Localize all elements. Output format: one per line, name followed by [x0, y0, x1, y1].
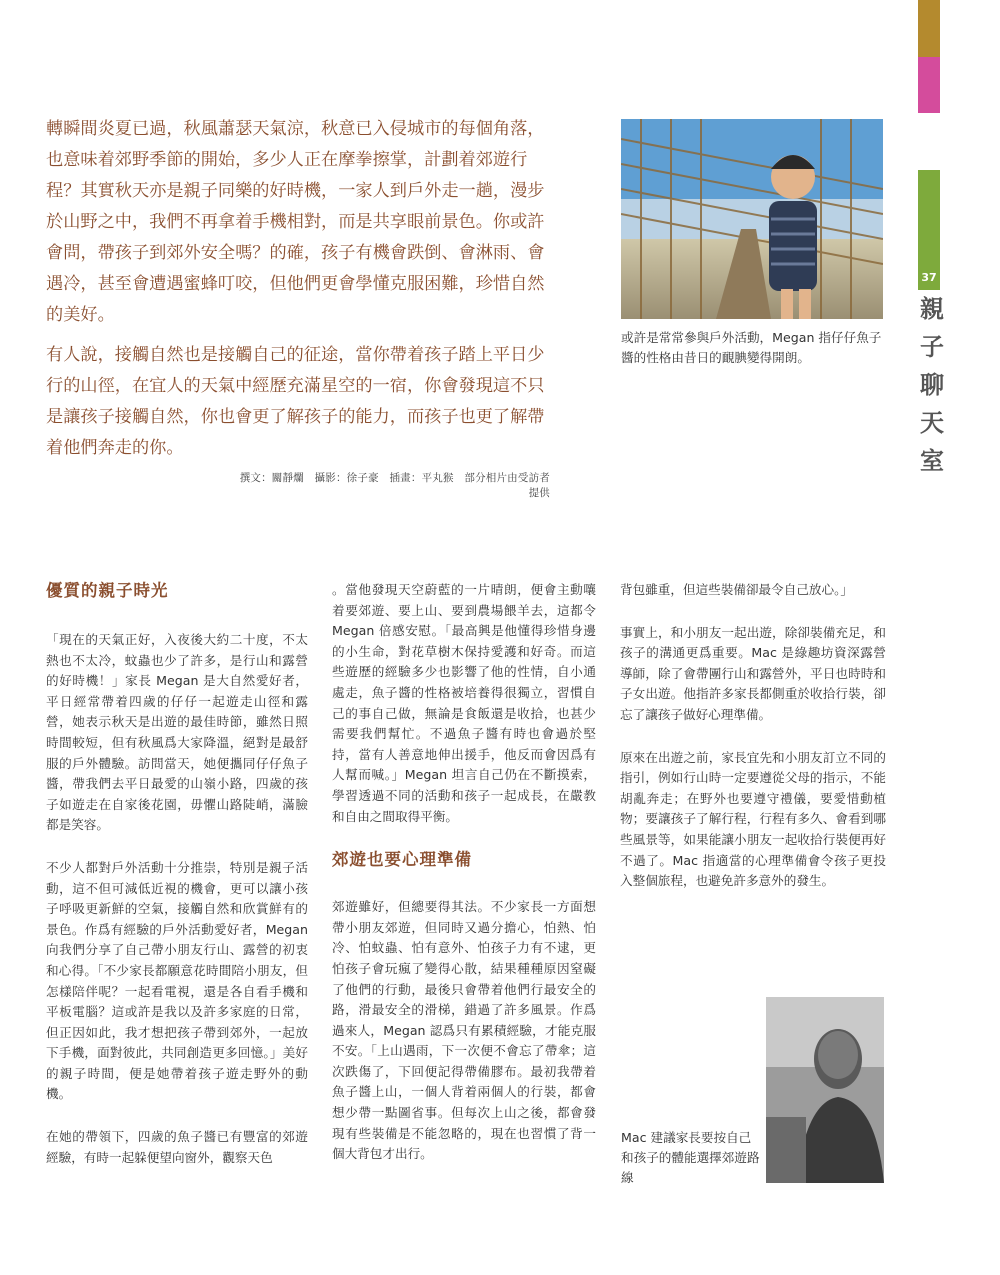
article-column-2: [332, 580, 596, 1187]
section-title-char: 天: [920, 408, 944, 437]
paragraph: 郊遊雖好，但總要得其法。不少家長一方面想帶小朋友郊遊，但同時又過分擔心，怕熱、怕冷、怕蚊蟲、怕有意外、怕孩子力有不逮，更怕孩子會玩瘋了變得心散，結果種種原因窒礙了他們的行動，最後只會帶着他們行最安全的路，滑最安全的滑梯，錯過了許多風景。作爲過來人，Megan 認爲只有累積經驗，才能克服不安。「上山遇雨，下一次便不會忘了帶傘；這次跌傷了，下回便記得帶備膠布。最初我帶着魚子醬上山，一個人背着兩個人的行裝，都會想少帶一點圖省事。但每次上山之後，都會發現有些裝備是不能忽略的，現在也習慣了背一個大背包才出行。: [332, 899, 596, 1162]
mac-portrait-photo: [766, 997, 884, 1183]
paragraph: 。當他發現天空蔚藍的一片晴朗，便會主動嚷着要郊遊、要上山、要到農場餵羊去，這都令 Megan 倍感安慰。「最高興是他懂得珍惜身邊的小生命，對花草樹木保持愛護和好奇。而這些遊歷的經驗多少也影響了他的性情，自小通處走，魚子醬的性格被培養得很獨立，習慣自己的事自己做，無論是食飯還是收拾，也甚少需要我們幫忙。不過魚子醬有時也會過於堅持，當有人善意地伸出援手，他反而會因爲有人幫而喊。」Megan 坦言自己仍在不斷摸索，學習透過不同的活動和孩子一起成長，在嚴教和自由之間取得平衡。: [332, 582, 596, 824]
paragraph: 「現在的天氣正好，入夜後大約二十度，不太熱也不太冷，蚊蟲也少了許多，是行山和露營的好時機！」家長 Megan 是大自然愛好者，平日經常帶着四歲的仔仔一起遊走山徑和露營，她表示秋天是出遊的最佳時節，雖然日照時間較短，但有秋風爲大家降溫，絕對是最舒服的戶外體驗。訪問當天，她便攜同仔仔魚子醬，帶我們去平日最愛的山嶺小路，四歲的孩子如遊走在自家後花園，毋懼山路陡峭，滿臉都是笑容。: [46, 632, 308, 833]
photo2-caption: Mac 建議家長要按自己和孩子的體能選擇郊遊路線: [621, 1130, 760, 1185]
section-title-char: 子: [920, 332, 944, 361]
section-title-char: 親: [920, 294, 944, 323]
section-title: [920, 290, 942, 480]
intro-paragraph-1: 轉瞬間炎夏已過，秋風蕭瑟天氣涼，秋意已入侵城市的每個角落，也意味着郊野季節的開始，多少人正在摩拳擦掌，計劃着郊遊行程？其實秋天亦是親子同樂的好時機，一家人到戶外走一趟，漫步於山野之中，我們不再拿着手機相對，而是共享眼前景色。你或許會問，帶孩子到郊外安全嗎？的確，孩子有機會跌倒、會淋雨、會遇冷，甚至會遭遇蜜蜂叮咬，但他們更會學懂克服困難，珍惜自然的美好。: [46, 119, 545, 325]
section-title-char: 聊: [920, 370, 944, 399]
color-sidebar: [918, 0, 944, 1275]
sidebar-segment-gold: [918, 0, 940, 57]
paragraph: 在她的帶領下，四歲的魚子醬已有豐富的郊遊經驗，有時一起躲便望向窗外，觀察天色: [46, 1129, 308, 1165]
section-heading-mental-prep: 郊遊也要心理準備: [332, 850, 472, 870]
sidebar-gap: [918, 113, 940, 170]
paragraph: 原來在出遊之前，家長宜先和小朋友訂立不同的指引，例如行山時一定要遵從父母的指示，不能胡亂奔走；在野外也要遵守禮儀，要愛惜動植物；要讓孩子了解行程，行程有多久、會看到哪些風景等，如果能讓小朋友一起收拾行裝便再好不過了。Mac 指適當的心理準備會令孩子更投入整個旅程，也避免許多意外的發生。: [620, 749, 886, 889]
section-title-char: 室: [920, 446, 944, 475]
page-number: 37: [921, 271, 937, 284]
paragraph: 事實上，和小朋友一起出遊，除卻裝備充足，和孩子的溝通更爲重要。Mac 是綠趣坊資深露營導師，除了會帶團行山和露營外，平日也時時和子女出遊。他指許多家長都側重於收拾行裝，卻忘了讓孩子做好心理準備。: [620, 624, 886, 722]
paragraph: 背包雖重，但這些裝備卻最令自己放心。」: [620, 582, 853, 597]
article-column-1: [46, 580, 308, 1190]
credits-line: 撰文：關靜爛 攝影：徐子豪 插畫：平丸猴 部分相片由受訪者提供: [239, 472, 550, 499]
article-column-3: [620, 580, 886, 914]
photo1-caption: 或許是常常參與戶外活動，Megan 指仔仔魚子醬的性格由昔日的靦腆變得開朗。: [621, 330, 882, 365]
child-on-bridge-photo: [621, 119, 883, 319]
intro-paragraph-2: 有人說，接觸自然也是接觸自己的征途，當你帶着孩子踏上平日少行的山徑，在宜人的天氣中經歷充滿星空的一宿，你會發現這不只是讓孩子接觸自然，你也會更了解孩子的能力，而孩子也更了解帶着他們奔走的你。: [46, 345, 545, 458]
sidebar-segment-pink: [918, 57, 940, 113]
section-heading-quality-time: 優質的親子時光: [46, 581, 169, 600]
paragraph: 不少人都對戶外活動十分推崇，特別是親子活動，這不但可減低近視的機會，更可以讓小孩子呼吸更新鮮的空氣，接觸自然和欣賞鮮有的景色。作爲有經驗的戶外活動愛好者，Megan 向我們分享了自己帶小朋友行山、露營的初衷和心得。「不少家長都願意花時間陪小朋友，但怎樣陪伴呢？一起看電視，還是各自看手機和平板電腦？這或許是我以及許多家庭的日常，但正因如此，我才想把孩子帶到郊外，一起放下手機，面對彼此，共同創造更多回憶。」美好的親子時間，便是她帶着孩子遊走野外的動機。: [46, 859, 308, 1102]
